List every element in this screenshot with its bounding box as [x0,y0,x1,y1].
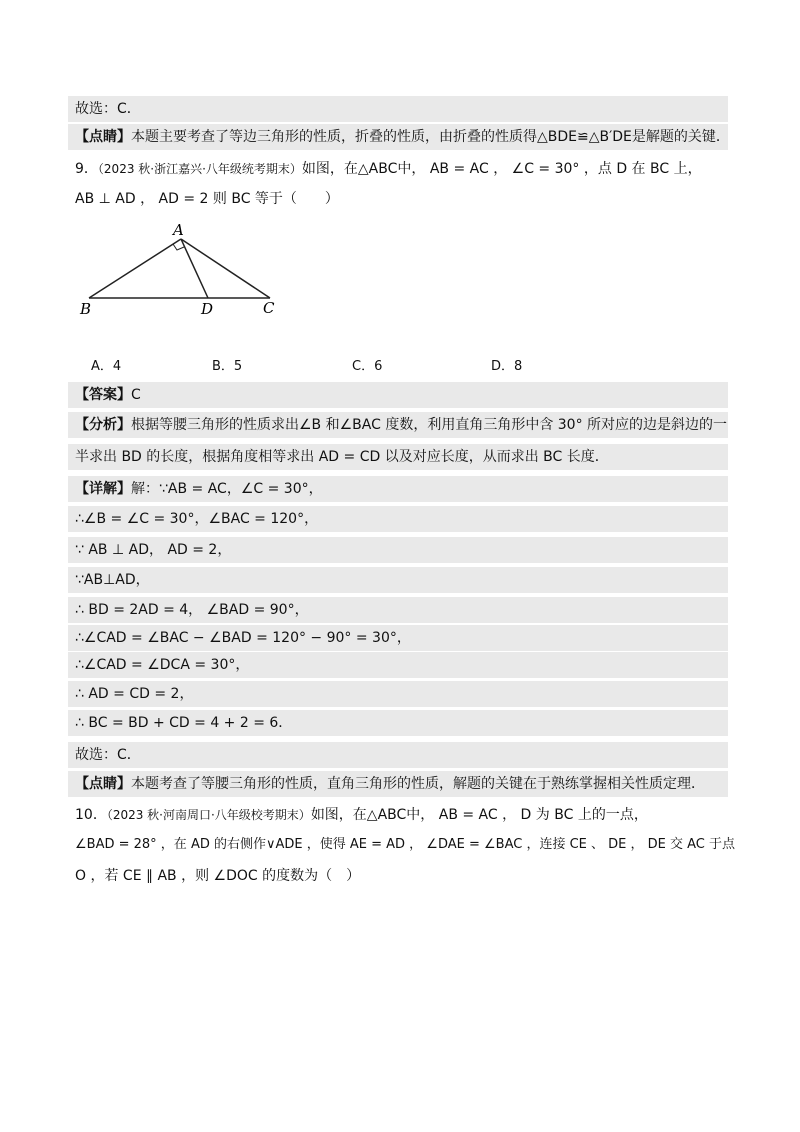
q9-choice: 故选：C． [68,742,728,768]
solution-step: ∴∠CAD = ∠BAC − ∠BAD = 120° − 90° = 30°， [68,625,728,651]
label-d: D [201,300,214,318]
answer-tag: 【答案】 [75,387,131,403]
prev-choice: 故选：C． [68,96,728,122]
comment-tag: 【点睛】 [75,129,131,145]
q9-source: （2023 秋·浙江嘉兴·八年级统考期末） [97,162,302,176]
q10-source: （2023 秋·河南周口·八年级校考期末） [106,808,311,822]
analysis-text1: 根据等腰三角形的性质求出∠B 和∠BAC 度数，利用直角三角形中含 30° 所对应的边是斜边的一 [131,417,728,433]
solution-step: ∵ AB ⊥ AD， AD = 2， [68,537,728,563]
option-c[interactable]: C．6 [352,359,383,374]
q9-number: 9． [75,161,98,177]
solution-step: ∵AB⊥AD， [68,567,728,593]
q9-analysis-line2 [68,444,728,470]
option-b[interactable]: B．5 [212,359,243,374]
q10-number: 10． [75,807,107,823]
analysis-tag: 【分析】 [75,417,131,433]
option-a[interactable]: A．4 [91,359,122,374]
label-a: A [173,221,184,239]
detail-tag: 【详解】 [75,481,131,497]
detail-intro-text: 解：∵AB = AC，∠C = 30°， [131,481,323,497]
solution-step: ∴ BD = 2AD = 4， ∠BAD = 90°， [68,597,728,623]
side-ab [89,239,181,298]
answer-value: C [131,387,141,403]
solution-step: ∴∠B = ∠C = 30°，∠BAC = 120°， [68,506,728,532]
analysis-text2: 半求出 BD 的长度，根据角度相等求出 AD = CD 以及对应长度，从而求出 BC 长度． [75,449,609,465]
q9-comment [68,771,728,797]
q9-stem-line2 [75,186,728,212]
solution-step: ∴ AD = CD = 2， [68,681,728,707]
q10-stem2: ∠BAD = 28° ，在 AD 的右侧作∨ADE ，使得 AE = AD ， ∠DAE = ∠BAC ，连接 CE 、 DE ， DE 交 AC 于点 [75,837,735,852]
q10-stem1: 如图，在△ABC中， AB = AC ， D 为 BC 上的一点， [310,807,648,823]
q9-stem1: 如图，在△ABC中， AB = AC ， ∠C = 30° ，点 D 在 BC 上， [301,161,702,177]
q10-stem-line1 [75,802,728,828]
right-angle-mark [173,244,184,250]
q9-stem-line1 [75,156,728,182]
label-c: C [263,299,275,317]
prev-comment [68,124,728,150]
comment-text: 本题考查了等腰三角形的性质，直角三角形的性质，解题的关键在于熟练掌握相关性质定理． [131,776,705,792]
q10-stem-line3 [75,863,728,889]
q10-stem3: O ，若 CE ∥ AB ，则 ∠DOC 的度数为（ ） [75,868,361,884]
q9-detail-intro [68,476,728,502]
solution-step: ∴ BC = BD + CD = 4 + 2 = 6． [68,710,728,736]
q9-analysis-line1 [68,412,728,438]
q9-stem2: AB ⊥ AD ， AD = 2 则 BC 等于（ ） [75,191,339,207]
label-b: B [80,300,92,318]
q9-triangle-figure [70,218,300,318]
option-d[interactable]: D．8 [491,359,523,374]
comment-text: 本题主要考查了等边三角形的性质，折叠的性质，由折叠的性质得△BDE≌△B′DE是解题的关键． [131,129,730,145]
solution-step: ∴∠CAD = ∠DCA = 30°， [68,652,728,678]
q9-answer [68,382,728,408]
q10-stem-line2 [75,832,735,858]
comment-tag: 【点睛】 [75,776,131,792]
